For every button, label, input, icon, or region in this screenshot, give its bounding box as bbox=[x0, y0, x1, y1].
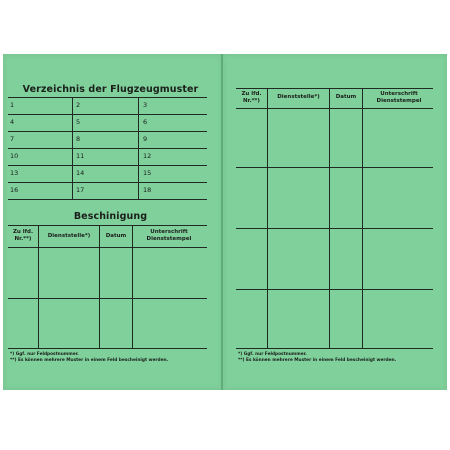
register-rule bbox=[8, 182, 207, 183]
cert-table-divider bbox=[132, 225, 133, 348]
register-number: 8 bbox=[76, 135, 81, 143]
register-title: Verzeichnis der Flugzeugmuster bbox=[22, 84, 199, 95]
cert-table-header-rule bbox=[236, 108, 433, 109]
register-number: 18 bbox=[143, 186, 152, 194]
register-rule bbox=[8, 148, 207, 149]
register-number: 1 bbox=[10, 101, 15, 109]
certification-title: Beschinigung bbox=[73, 211, 148, 222]
column-header-date: Datum bbox=[335, 94, 357, 100]
register-number: 17 bbox=[76, 186, 85, 194]
register-rule bbox=[8, 114, 207, 115]
column-header-date: Datum bbox=[105, 233, 127, 239]
register-rule bbox=[8, 131, 207, 132]
footnote-double-star: **) Es können mehrere Muster in einem Feld bescheinigt werden. bbox=[238, 358, 397, 363]
column-header-office: Dienststelle*) bbox=[47, 233, 91, 239]
register-divider bbox=[138, 97, 139, 199]
register-number: 10 bbox=[10, 152, 19, 160]
register-number: 6 bbox=[143, 118, 148, 126]
register-number: 12 bbox=[143, 152, 152, 160]
left-page bbox=[3, 54, 222, 390]
footnote-single-star: *) Ggf. nur Feldpostnummer. bbox=[238, 352, 307, 357]
register-number: 2 bbox=[76, 101, 81, 109]
register-number: 4 bbox=[10, 118, 15, 126]
cert-table-row-rule bbox=[236, 289, 433, 290]
column-header-entry-no: Zu lfd. Nr.**) bbox=[12, 229, 34, 242]
cert-table-divider bbox=[362, 88, 363, 348]
register-number: 11 bbox=[76, 152, 85, 160]
cert-table-top bbox=[236, 88, 433, 89]
footnote-single-star: *) Ggf. nur Feldpostnummer. bbox=[10, 352, 79, 357]
page-fold bbox=[221, 54, 223, 390]
register-rule bbox=[8, 97, 207, 98]
register-number: 9 bbox=[143, 135, 148, 143]
register-number: 13 bbox=[10, 169, 19, 177]
cert-table-row-rule bbox=[236, 228, 433, 229]
register-divider bbox=[72, 97, 73, 199]
register-number: 15 bbox=[143, 169, 152, 177]
register-rule bbox=[8, 199, 207, 200]
register-rule bbox=[8, 165, 207, 166]
register-number: 16 bbox=[10, 186, 19, 194]
column-header-office: Dienststelle*) bbox=[277, 94, 320, 100]
register-number: 14 bbox=[76, 169, 85, 177]
cert-table-divider bbox=[267, 88, 268, 348]
cert-table-divider bbox=[99, 225, 100, 348]
column-header-signature: Unterschrift Dienststempel bbox=[146, 229, 192, 242]
cert-table-divider bbox=[329, 88, 330, 348]
column-header-entry-no: Zu lfd. Nr.**) bbox=[241, 91, 262, 104]
register-number: 7 bbox=[10, 135, 15, 143]
cert-table-row-rule bbox=[236, 167, 433, 168]
cert-table-bottom bbox=[8, 348, 207, 349]
register-number: 5 bbox=[76, 118, 81, 126]
cert-table-divider bbox=[38, 225, 39, 348]
column-header-signature: Unterschrift Dienststempel bbox=[376, 91, 422, 104]
right-page bbox=[223, 54, 447, 390]
footnote-double-star: **) Es können mehrere Muster in einem Feld bescheinigt werden. bbox=[10, 358, 169, 363]
cert-table-bottom bbox=[236, 348, 433, 349]
register-number: 3 bbox=[143, 101, 148, 109]
